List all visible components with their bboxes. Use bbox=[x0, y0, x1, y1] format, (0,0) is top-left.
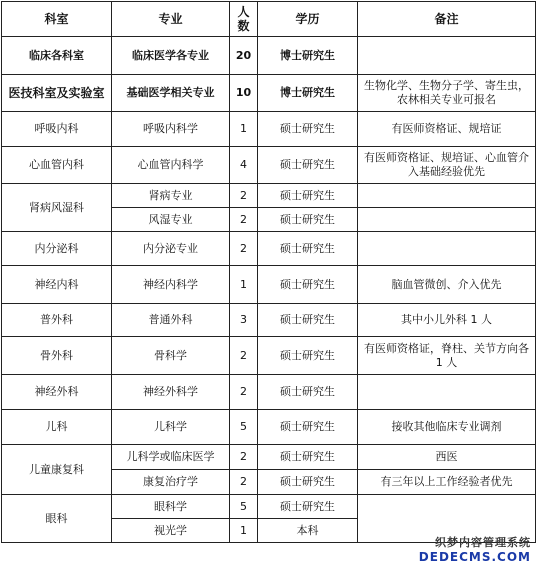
table-row bbox=[2, 410, 536, 445]
table-header-row bbox=[2, 2, 536, 37]
degree-cell: 硕士研究生 bbox=[258, 266, 358, 304]
degree-cell: 硕士研究生 bbox=[258, 304, 358, 337]
header-note: 备注 bbox=[358, 2, 536, 37]
degree-cell: 硕士研究生 bbox=[258, 495, 358, 519]
count-cell: 10 bbox=[230, 75, 258, 112]
count-cell: 2 bbox=[230, 470, 258, 495]
note-cell bbox=[358, 184, 536, 208]
header-major: 专业 bbox=[112, 2, 230, 37]
major-cell: 风湿专业 bbox=[112, 208, 230, 232]
degree-cell: 博士研究生 bbox=[258, 75, 358, 112]
table-row bbox=[2, 495, 536, 519]
degree-cell: 硕士研究生 bbox=[258, 147, 358, 184]
watermark-url: DEDECMS.COM bbox=[418, 550, 531, 564]
table-row bbox=[2, 75, 536, 112]
note-cell: 生物化学、生物分子学、寄生虫，农林相关专业可报名 bbox=[358, 75, 536, 112]
major-cell: 视光学 bbox=[112, 519, 230, 543]
degree-cell: 硕士研究生 bbox=[258, 112, 358, 147]
major-cell: 临床医学各专业 bbox=[112, 37, 230, 75]
degree-cell: 硕士研究生 bbox=[258, 337, 358, 375]
degree-cell: 硕士研究生 bbox=[258, 232, 358, 266]
count-cell: 2 bbox=[230, 445, 258, 470]
dept-cell: 呼吸内科 bbox=[2, 112, 112, 147]
count-cell: 5 bbox=[230, 495, 258, 519]
table-row bbox=[2, 266, 536, 304]
table-row bbox=[2, 304, 536, 337]
dept-cell: 儿童康复科 bbox=[2, 445, 112, 495]
major-cell: 心血管内科学 bbox=[112, 147, 230, 184]
degree-cell: 博士研究生 bbox=[258, 37, 358, 75]
recruitment-table bbox=[1, 1, 536, 543]
count-cell: 5 bbox=[230, 410, 258, 445]
table-row bbox=[2, 112, 536, 147]
table-row bbox=[2, 445, 536, 470]
count-cell: 2 bbox=[230, 208, 258, 232]
degree-cell: 本科 bbox=[258, 519, 358, 543]
degree-cell: 硕士研究生 bbox=[258, 410, 358, 445]
dept-cell: 眼科 bbox=[2, 495, 112, 543]
table-row bbox=[2, 232, 536, 266]
header-count: 人数 bbox=[230, 2, 258, 37]
degree-cell: 硕士研究生 bbox=[258, 184, 358, 208]
count-cell: 1 bbox=[230, 112, 258, 147]
degree-cell: 硕士研究生 bbox=[258, 470, 358, 495]
note-cell: 有三年以上工作经验者优先 bbox=[358, 470, 536, 495]
major-cell: 骨科学 bbox=[112, 337, 230, 375]
note-cell bbox=[358, 232, 536, 266]
note-cell bbox=[358, 37, 536, 75]
count-cell: 2 bbox=[230, 337, 258, 375]
note-cell bbox=[358, 375, 536, 410]
major-cell: 肾病专业 bbox=[112, 184, 230, 208]
degree-cell: 硕士研究生 bbox=[258, 445, 358, 470]
dept-cell: 儿科 bbox=[2, 410, 112, 445]
count-cell: 4 bbox=[230, 147, 258, 184]
degree-cell: 硕士研究生 bbox=[258, 375, 358, 410]
dept-cell: 肾病风湿科 bbox=[2, 184, 112, 232]
note-cell: 接收其他临床专业调剂 bbox=[358, 410, 536, 445]
dept-cell: 心血管内科 bbox=[2, 147, 112, 184]
count-cell: 2 bbox=[230, 375, 258, 410]
major-cell: 基础医学相关专业 bbox=[112, 75, 230, 112]
dept-cell: 神经内科 bbox=[2, 266, 112, 304]
major-cell: 神经外科学 bbox=[112, 375, 230, 410]
dept-cell: 神经外科 bbox=[2, 375, 112, 410]
note-cell: 有医师资格证，脊柱、关节方向各 1 人 bbox=[358, 337, 536, 375]
watermark-text: 织梦内容管理系统 bbox=[435, 536, 531, 549]
count-cell: 2 bbox=[230, 232, 258, 266]
count-cell: 1 bbox=[230, 266, 258, 304]
major-cell: 神经内科学 bbox=[112, 266, 230, 304]
dept-cell: 内分泌科 bbox=[2, 232, 112, 266]
dept-cell: 医技科室及实验室 bbox=[2, 75, 112, 112]
note-cell: 其中小儿外科 1 人 bbox=[358, 304, 536, 337]
major-cell: 呼吸内科学 bbox=[112, 112, 230, 147]
header-degree: 学历 bbox=[258, 2, 358, 37]
degree-cell: 硕士研究生 bbox=[258, 208, 358, 232]
dept-cell: 普外科 bbox=[2, 304, 112, 337]
major-cell: 儿科学 bbox=[112, 410, 230, 445]
table-row bbox=[2, 37, 536, 75]
header-dept: 科室 bbox=[2, 2, 112, 37]
count-cell: 20 bbox=[230, 37, 258, 75]
note-cell bbox=[358, 208, 536, 232]
table-row bbox=[2, 337, 536, 375]
major-cell: 普通外科 bbox=[112, 304, 230, 337]
table-row bbox=[2, 147, 536, 184]
major-cell: 康复治疗学 bbox=[112, 470, 230, 495]
dept-cell: 临床各科室 bbox=[2, 37, 112, 75]
table-row bbox=[2, 184, 536, 208]
table-row bbox=[2, 375, 536, 410]
watermark bbox=[419, 534, 531, 564]
note-cell: 有医师资格证、规培证、心血管介入基础经验优先 bbox=[358, 147, 536, 184]
note-cell: 西医 bbox=[358, 445, 536, 470]
note-cell: 脑血管微创、介入优先 bbox=[358, 266, 536, 304]
dept-cell: 骨外科 bbox=[2, 337, 112, 375]
major-cell: 儿科学或临床医学 bbox=[112, 445, 230, 470]
note-cell: 有医师资格证、规培证 bbox=[358, 112, 536, 147]
major-cell: 眼科学 bbox=[112, 495, 230, 519]
count-cell: 1 bbox=[230, 519, 258, 543]
count-cell: 2 bbox=[230, 184, 258, 208]
major-cell: 内分泌专业 bbox=[112, 232, 230, 266]
count-cell: 3 bbox=[230, 304, 258, 337]
